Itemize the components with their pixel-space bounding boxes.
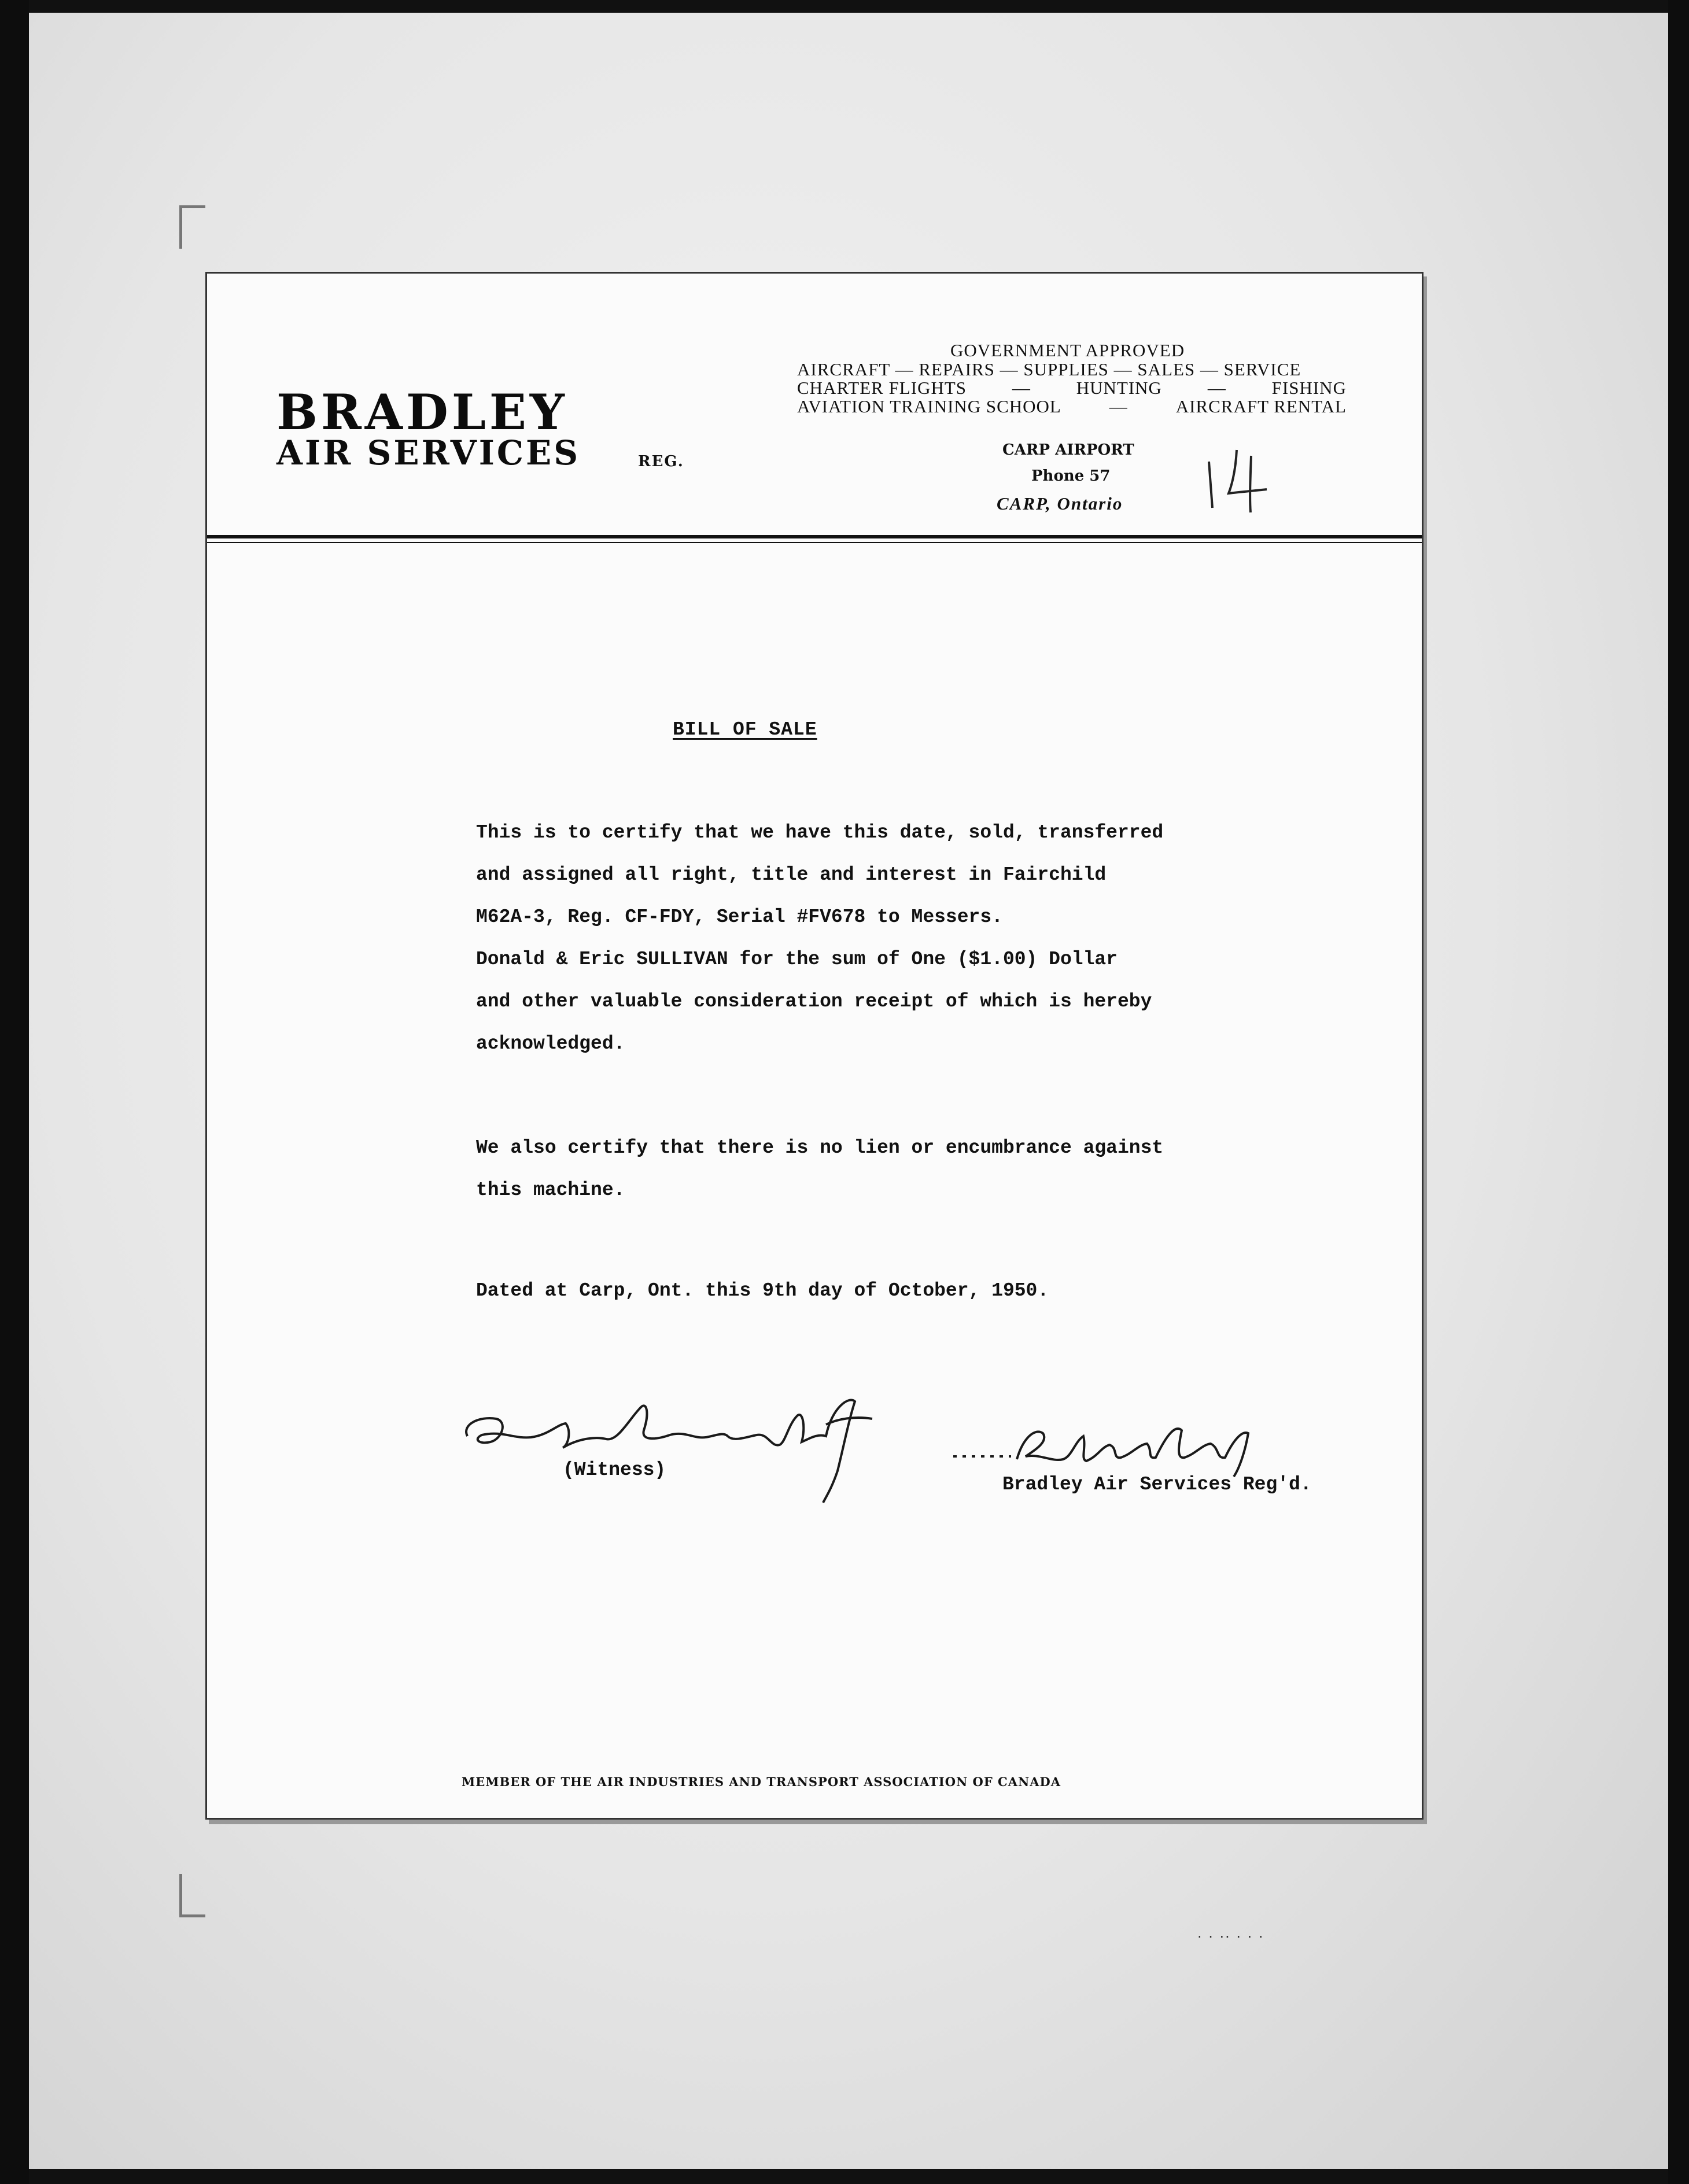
services-row-2: [797, 378, 1347, 399]
service-rental: AIRCRAFT RENTAL: [1175, 396, 1347, 416]
certification-paragraph: [476, 811, 1402, 1065]
services-row-1: AIRCRAFT — REPAIRS — SUPPLIES — SALES — SERVICE: [797, 359, 1301, 379]
airport-name: CARP AIRPORT: [1002, 441, 1134, 459]
company-reg: REG.: [638, 453, 684, 470]
seller-signature: [947, 1416, 1271, 1480]
company-name: BRADLEY: [276, 383, 568, 441]
film-border-top: [0, 0, 1689, 13]
text-line: This is to certify that we have this date, sold, transferred: [476, 822, 1164, 843]
corner-bracket-top-left: [179, 205, 205, 249]
text-line: and other valuable consideration receipt of which is hereby: [476, 991, 1152, 1012]
service-charter: CHARTER FLIGHTS: [797, 378, 967, 398]
text-line: this machine.: [476, 1179, 625, 1201]
witness-label: (Witness): [563, 1459, 666, 1481]
service-hunting: HUNTING: [1076, 378, 1162, 398]
service-dash: —: [1109, 396, 1128, 416]
text-line: M62A-3, Reg. CF-FDY, Serial #FV678 to Messers.: [476, 906, 1003, 928]
service-training: AVIATION TRAINING SCHOOL: [797, 396, 1061, 416]
letterhead-rule-thin: [207, 542, 1422, 543]
dated-line: Dated at Carp, Ont. this 9th day of October, 1950.: [476, 1280, 1049, 1301]
handwritten-page-mark: [1202, 438, 1271, 514]
film-border-left: [0, 0, 29, 2184]
text-line: We also certify that there is no lien or encumbrance against: [476, 1137, 1164, 1159]
services-row-3: [797, 396, 1347, 417]
letter-sheet: [205, 272, 1424, 1820]
association-footer: MEMBER OF THE AIR INDUSTRIES AND TRANSPORT ASSOCIATION OF CANADA: [462, 1774, 1061, 1789]
film-specks: · · ·· · · ·: [1197, 1929, 1264, 1945]
witness-signature: [456, 1384, 919, 1511]
corner-bracket-bottom-left: [179, 1874, 205, 1917]
seller-label: Bradley Air Services Reg'd.: [1002, 1474, 1312, 1495]
film-border-bottom: [0, 2169, 1689, 2184]
city-name: CARP, Ontario: [997, 493, 1123, 514]
document-title: BILL OF SALE: [673, 719, 817, 740]
film-border-right: [1668, 0, 1689, 2184]
phone-number: Phone 57: [1031, 467, 1111, 485]
service-dash: —: [1012, 378, 1031, 398]
service-dash: —: [1207, 378, 1226, 398]
text-line: and assigned all right, title and interest in Fairchild: [476, 864, 1107, 886]
company-name-sub: AIR SERVICES: [276, 433, 581, 473]
service-fishing: FISHING: [1271, 378, 1347, 398]
text-line: Donald & Eric SULLIVAN for the sum of One ($1.00) Dollar: [476, 949, 1118, 970]
lien-paragraph: [476, 1127, 1402, 1211]
text-line: acknowledged.: [476, 1033, 625, 1054]
government-approved: GOVERNMENT APPROVED: [950, 340, 1185, 360]
letterhead-rule: [207, 535, 1422, 538]
